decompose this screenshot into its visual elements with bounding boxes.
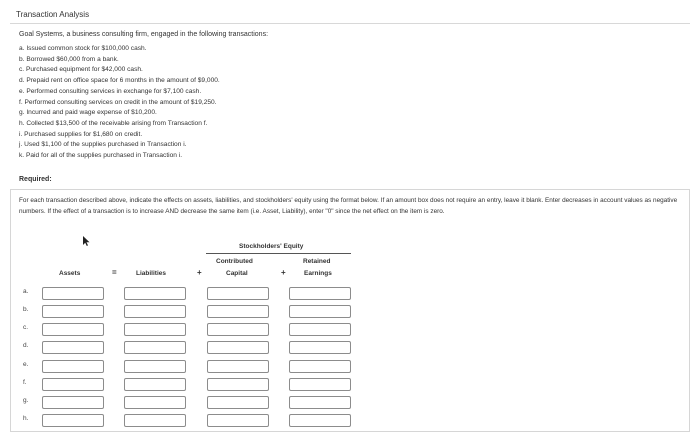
transaction-item: e. Performed consulting services in exchange for $7,100 cash. — [19, 87, 202, 95]
contributed-capital-input[interactable] — [207, 323, 269, 336]
transaction-item: f. Performed consulting services on credit in the amount of $19,250. — [19, 98, 217, 106]
retained-earnings-input[interactable] — [289, 305, 351, 318]
divider — [10, 23, 690, 24]
contributed-capital-input[interactable] — [207, 360, 269, 373]
transaction-list — [19, 44, 220, 162]
contributed-header: Contributed — [216, 258, 253, 265]
liabilities-input[interactable] — [124, 305, 186, 318]
capital-header: Capital — [226, 270, 248, 277]
liabilities-input[interactable] — [124, 396, 186, 409]
row-label: b. — [23, 306, 29, 313]
assets-header: Assets — [59, 270, 81, 277]
intro-text: Goal Systems, a business consulting firm, engaged in the following transactions: — [19, 31, 269, 38]
liabilities-input[interactable] — [124, 287, 186, 300]
transaction-item: i. Purchased supplies for $1,680 on credit. — [19, 130, 143, 138]
transaction-item: j. Used $1,100 of the supplies purchased in Transaction i. — [19, 141, 187, 149]
row-label: d. — [23, 342, 29, 349]
equals-sign: = — [112, 268, 117, 277]
transaction-item: d. Prepaid rent on office space for 6 months in the amount of $9,000. — [19, 77, 220, 85]
retained-earnings-input[interactable] — [289, 414, 351, 427]
contributed-capital-input[interactable] — [207, 414, 269, 427]
transaction-item: k. Paid for all of the supplies purchased in Transaction i. — [19, 152, 183, 160]
transaction-item: h. Collected $13,500 of the receivable arising from Transaction f. — [19, 119, 208, 127]
assets-input[interactable] — [42, 378, 104, 391]
assets-input[interactable] — [42, 341, 104, 354]
transaction-item: c. Purchased equipment for $42,000 cash. — [19, 66, 143, 74]
row-label: h. — [23, 415, 29, 422]
plus-sign: + — [197, 268, 202, 277]
plus-sign: + — [281, 268, 286, 277]
stockholders-equity-header: Stockholders' Equity — [239, 243, 304, 250]
retained-earnings-input[interactable] — [289, 323, 351, 336]
retained-header: Retained — [303, 258, 331, 265]
liabilities-input[interactable] — [124, 323, 186, 336]
liabilities-input[interactable] — [124, 414, 186, 427]
retained-earnings-input[interactable] — [289, 341, 351, 354]
contributed-capital-input[interactable] — [207, 341, 269, 354]
retained-earnings-input[interactable] — [289, 287, 351, 300]
instructions-text: For each transaction described above, indicate the effects on assets, liabilities, and stockholders' equity using the format below. If an amount box does not require an entry, leave it blank. Enter decreases in account values as negative numbers. If the effect of a transaction is to increase AND decrease the same item (i.e. Asset, Liability), enter "0" since the net effect on the item is zero. — [19, 197, 678, 215]
retained-earnings-input[interactable] — [289, 396, 351, 409]
contributed-capital-input[interactable] — [207, 378, 269, 391]
contributed-capital-input[interactable] — [207, 396, 269, 409]
stockholders-equity-rule — [206, 253, 351, 254]
earnings-header: Earnings — [304, 270, 332, 277]
assets-input[interactable] — [42, 396, 104, 409]
contributed-capital-input[interactable] — [207, 305, 269, 318]
row-label: a. — [23, 288, 29, 295]
retained-earnings-input[interactable] — [289, 360, 351, 373]
liabilities-input[interactable] — [124, 341, 186, 354]
assets-input[interactable] — [42, 414, 104, 427]
cursor-arrow-icon — [80, 235, 92, 247]
assets-input[interactable] — [42, 305, 104, 318]
row-label: e. — [23, 361, 29, 368]
row-label: f. — [23, 379, 27, 386]
row-label: c. — [23, 324, 29, 331]
assets-input[interactable] — [42, 323, 104, 336]
retained-earnings-input[interactable] — [289, 378, 351, 391]
liabilities-input[interactable] — [124, 360, 186, 373]
assets-input[interactable] — [42, 360, 104, 373]
transaction-item: g. Incurred and paid wage expense of $10,200. — [19, 109, 157, 117]
transaction-item: a. Issued common stock for $100,000 cash. — [19, 45, 147, 52]
assets-input[interactable] — [42, 287, 104, 300]
page-title: Transaction Analysis — [16, 10, 90, 19]
liabilities-input[interactable] — [124, 378, 186, 391]
liabilities-header: Liabilities — [136, 270, 166, 277]
required-heading: Required: — [19, 176, 52, 183]
row-label: g. — [23, 397, 29, 404]
contributed-capital-input[interactable] — [207, 287, 269, 300]
transaction-item: b. Borrowed $60,000 from a bank. — [19, 55, 119, 63]
